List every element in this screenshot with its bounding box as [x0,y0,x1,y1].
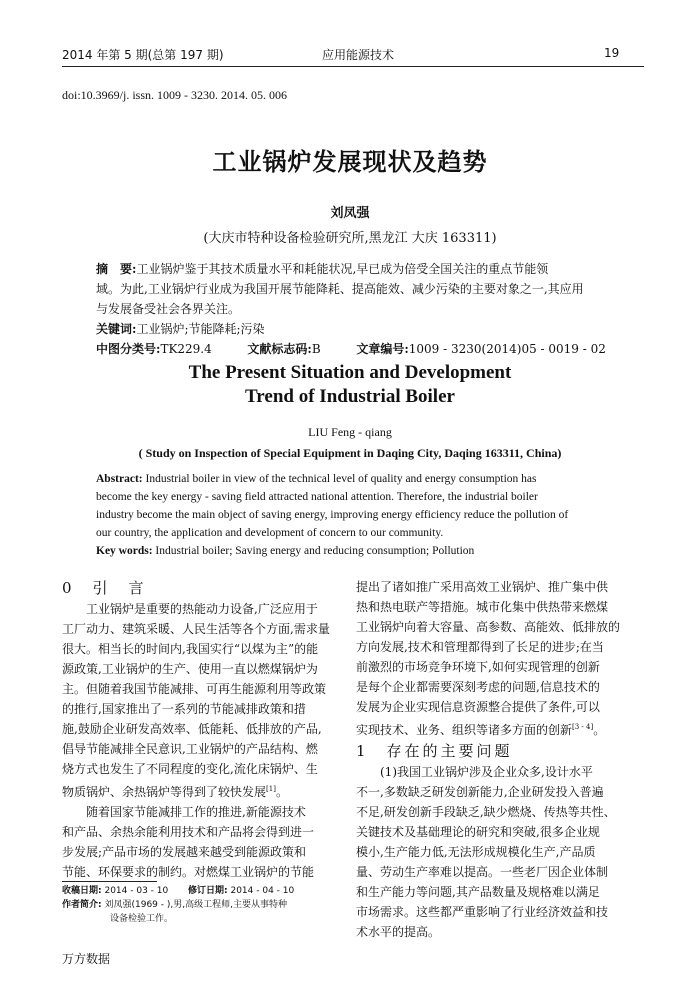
en-keywords-label: Key words: [96,545,153,557]
body-line: (1)我国工业锅炉涉及企业众多,设计水平 [356,765,593,779]
header-rule [62,66,644,67]
body-line: 烧方式也发生了不同程度的变化,流化床锅炉、生 [62,762,318,776]
doc-code-label: 文献标志码: [247,342,312,356]
body-line: 不足,研发创新手段缺乏,缺少燃烧、传热等共性、 [356,805,616,819]
body-line: 提出了诸如推广采用高效工业锅炉、推广集中供 [356,580,609,594]
body-line: 工业锅炉向着大容量、高参数、高能效、低排放的 [356,620,621,634]
clc-code: TK229.4 [160,342,212,356]
citation: [3 - 4] [572,723,594,731]
clc-label: 中图分类号: [96,342,161,356]
en-abstract-line: industry become the main object of saving energy, improving energy efficiency reduce the pollution of [96,509,569,521]
body-line: 的推行,国家推出了一系列的节能减排政策和措 [62,702,306,716]
body-line: 施,鼓励企业研发高效率、低能耗、低排放的产品, [62,722,322,736]
body-line: 术水平的提高。 [356,925,441,939]
body-line: 物质锅炉、余热锅炉等得到了较快发展 [62,785,267,799]
cn-abstract-line: 工业锅炉鉴于其技术质量水平和耗能状况,早已成为倍受全国关注的重点节能领 [136,262,549,276]
doc-code: B [311,342,321,356]
cn-abstract-label: 摘 要: [96,262,137,276]
article-no: 1009 - 3230(2014)05 - 0019 - 02 [408,342,606,356]
en-affiliation: ( Study on Inspection of Special Equipment in Daqing City, Daqing 163311, China) [138,446,562,460]
body-line: 发展为企业实现信息资源整合提供了条件,可以 [356,700,600,714]
en-title-line: The Present Situation and Development [188,362,512,383]
citation: [1] [266,785,276,793]
body-line: 很大。相当长的时间内,我国实行“以煤为主”的能 [62,642,319,656]
body-line: 步发展;产品市场的发展越来越受到能源政策和 [62,845,307,859]
section-1-title: 1 存在的主要问题 [356,742,513,760]
body-line: 工业锅炉是重要的热能动力设备,广泛应用于 [62,602,318,616]
cn-keywords: 工业锅炉;节能降耗;污染 [136,322,265,336]
body-line: 主。但随着我国节能减排、可再生能源利用等政策 [62,682,327,696]
en-abstract-line: Industrial boiler in view of the technical level of quality and energy consumption has [145,473,537,485]
en-keywords: Industrial boiler; Saving energy and reducing consumption; Pollution [155,545,475,557]
body-line: 是每个企业都需要深刻考虑的问题,信息技术的 [356,680,600,694]
right-column [356,577,648,942]
body-line: 节能、环保要求的制约。对燃煤工业锅炉的节能 [62,865,315,879]
received-label: 收稿日期: [62,886,102,896]
body-line: 量、劳动生产率难以提高。一些老厂因企业体制 [356,865,609,879]
section-0-title: 0 引 言 [62,579,147,597]
intro-body [62,599,354,882]
page-number: 19 [604,46,620,60]
cn-author: 刘凤强 [330,206,370,221]
body-line: 和产品、余热余能利用技术和产品将会得到进一 [62,825,315,839]
body-line: 工厂动力、建筑采暖、人民生活等各个方面,需求量 [62,622,330,636]
cn-abstract-line: 域。为此,工业锅炉行业成为我国开展节能降耗、提高能效、减少污染的主要对象之一,其应用 [96,282,584,296]
en-abstract-line: our country, the application and development of concern to our community. [96,527,444,539]
body-line: 和生产能力等问题,其产品数量及规格难以满足 [356,885,600,899]
sentence-end: 。 [275,785,288,799]
cn-abstract [96,259,636,359]
en-title-line: Trend of Industrial Boiler [245,386,455,407]
article-no-label: 文章编号: [356,342,409,356]
revised-label: 修订日期: [187,886,228,896]
cn-abstract-line: 与发展备受社会各界关注。 [96,302,241,316]
en-abstract-label: Abstract: [96,473,143,485]
cn-title: 工业锅炉发展现状及趋势 [212,147,488,176]
author-bio: 刘凤强(1969 - ),男,高级工程师,主要从事特种 [104,900,287,910]
bio-label: 作者简介: [62,900,102,910]
footnote-rule [62,881,157,882]
doi: doi:10.3969/j. issn. 1009 - 3230. 2014. 05. 006 [62,88,288,102]
body-line: 市场需求。这些都严重影响了行业经济效益和技 [356,905,609,919]
body-line: 热和热电联产等措施。城市化集中供热带来燃煤 [356,600,609,614]
en-title [0,361,700,409]
cn-keywords-label: 关键词: [96,322,137,336]
body-line: 方向发展,技术和管理都得到了长足的进步;在当 [356,640,604,654]
body-line: 实现技术、业务、组织等诸多方面的创新 [356,723,573,737]
cn-affiliation: (大庆市特种设备检验研究所,黑龙江 大庆 163311) [203,231,497,246]
received-date: 2014 - 03 - 10 [104,886,169,896]
body-line: 前激烈的市场竞争环境下,如何实现管理的创新 [356,660,600,674]
body-line: 随着国家节能减排工作的推进,新能源技术 [62,805,306,819]
body-line: 倡导节能减排全民意识,工业锅炉的产品结构、燃 [62,742,318,756]
body-line: 不一,多数缺乏研发创新能力,企业研发投入普遍 [356,785,604,799]
issue-info: 2014 年第 5 期(总第 197 期) [62,48,224,62]
body-line: 源政策,工业锅炉的生产、使用一直以燃煤锅炉为 [62,662,318,676]
revised-date: 2014 - 04 - 10 [230,886,295,896]
en-abstract-line: become the key energy - saving field attracted national attention. Therefore, the industrial boiler [96,491,538,503]
en-abstract [96,470,616,560]
author-bio: 设备检验工作。 [110,914,174,924]
footnote [62,884,354,926]
journal-name: 应用能源技术 [322,48,395,62]
watermark: 万方数据 [62,952,111,966]
body-line: 关键技术及基础理论的研究和突破,很多企业规 [356,825,600,839]
sentence-end: 。 [593,723,606,737]
body-line: 模小,生产能力低,无法形成规模化生产,产品质 [356,845,596,859]
en-author: LIU Feng - qiang [308,425,392,439]
